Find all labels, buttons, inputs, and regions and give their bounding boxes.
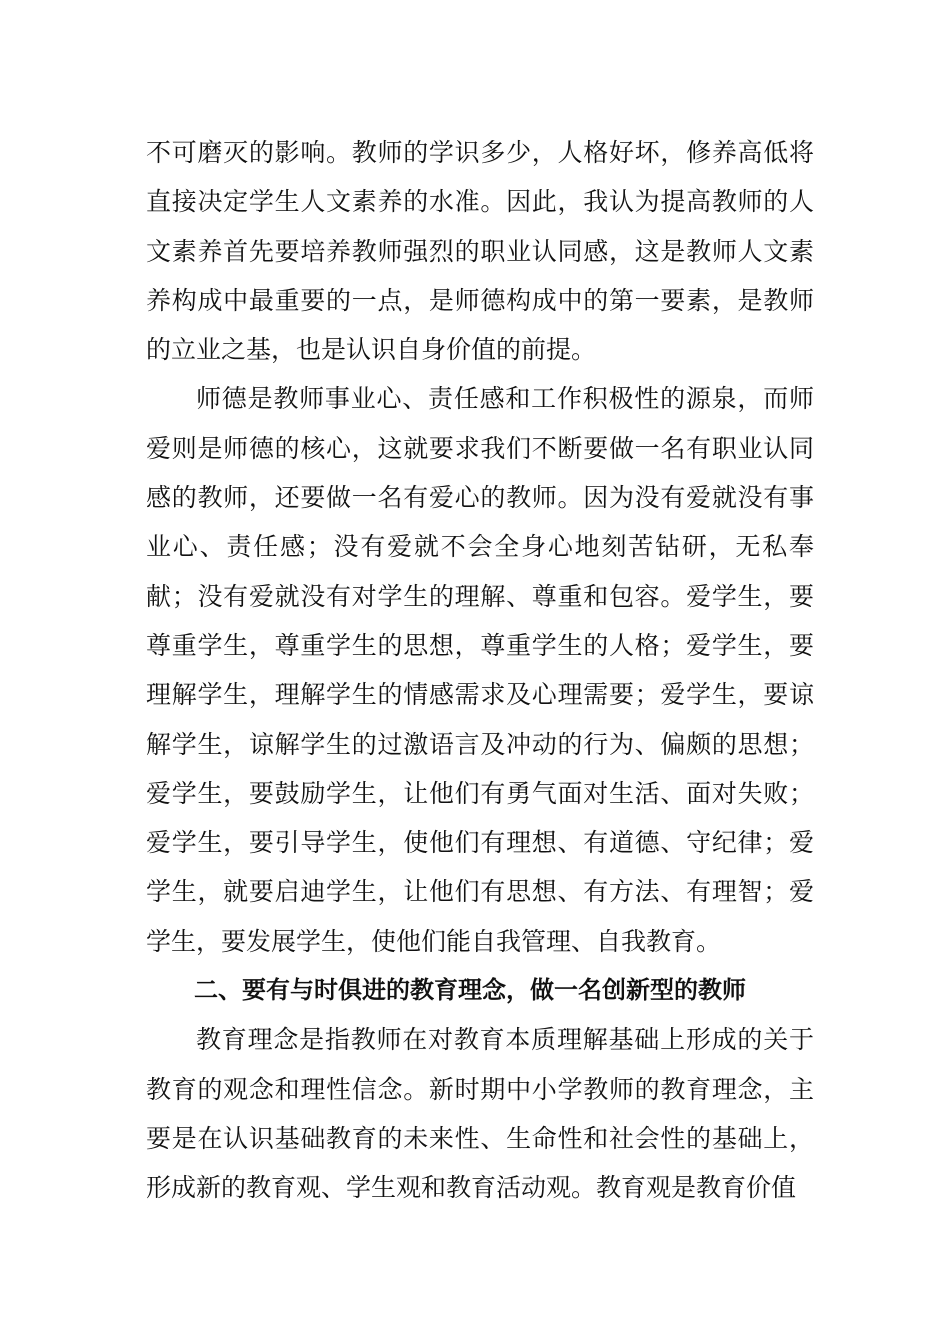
paragraph-continuation: 不可磨灭的影响。教师的学识多少，人格好坏，修养高低将直接决定学生人文素养的水准。因此，我认为提高教师的人文素养首先要培养教师强烈的职业认同感，这是教师人文素养构成中最重要的一点，是师德构成中的第一要素，是教师的立业之基，也是认识自身价值的前提。 bbox=[146, 138, 814, 365]
document-body bbox=[146, 128, 814, 1213]
paragraph-education-philosophy: 教育理念是指教师在对教育本质理解基础上形成的关于教育的观念和理性信念。新时期中小学教师的教育理念，主要是在认识基础教育的未来性、生命性和社会性的基础上，形成新的教育观、学生观和教育活动观。教育观是教育价值 bbox=[146, 1025, 814, 1203]
paragraph-teacher-ethics: 师德是教师事业心、责任感和工作积极性的源泉，而师爱则是师德的核心，这就要求我们不断要做一名有职业认同感的教师，还要做一名有爱心的教师。因为没有爱就没有事业心、责任感；没有爱就不会全身心地刻苦钻研，无私奉献；没有爱就没有对学生的理解、尊重和包容。爱学生，要尊重学生，尊重学生的思想，尊重学生的人格；爱学生，要理解学生，理解学生的情感需求及心理需要；爱学生，要谅解学生，谅解学生的过激语言及冲动的行为、偏颇的思想；爱学生，要鼓励学生，让他们有勇气面对生活、面对失败；爱学生，要引导学生，使他们有理想、有道德、守纪律；爱学生，就要启迪学生，让他们有思想、有方法、有理智；爱学生，要发展学生，使他们能自我管理、自我教育。 bbox=[146, 384, 814, 956]
section-heading: 二、要有与时俱进的教育理念，做一名创新型的教师 bbox=[194, 976, 746, 1005]
